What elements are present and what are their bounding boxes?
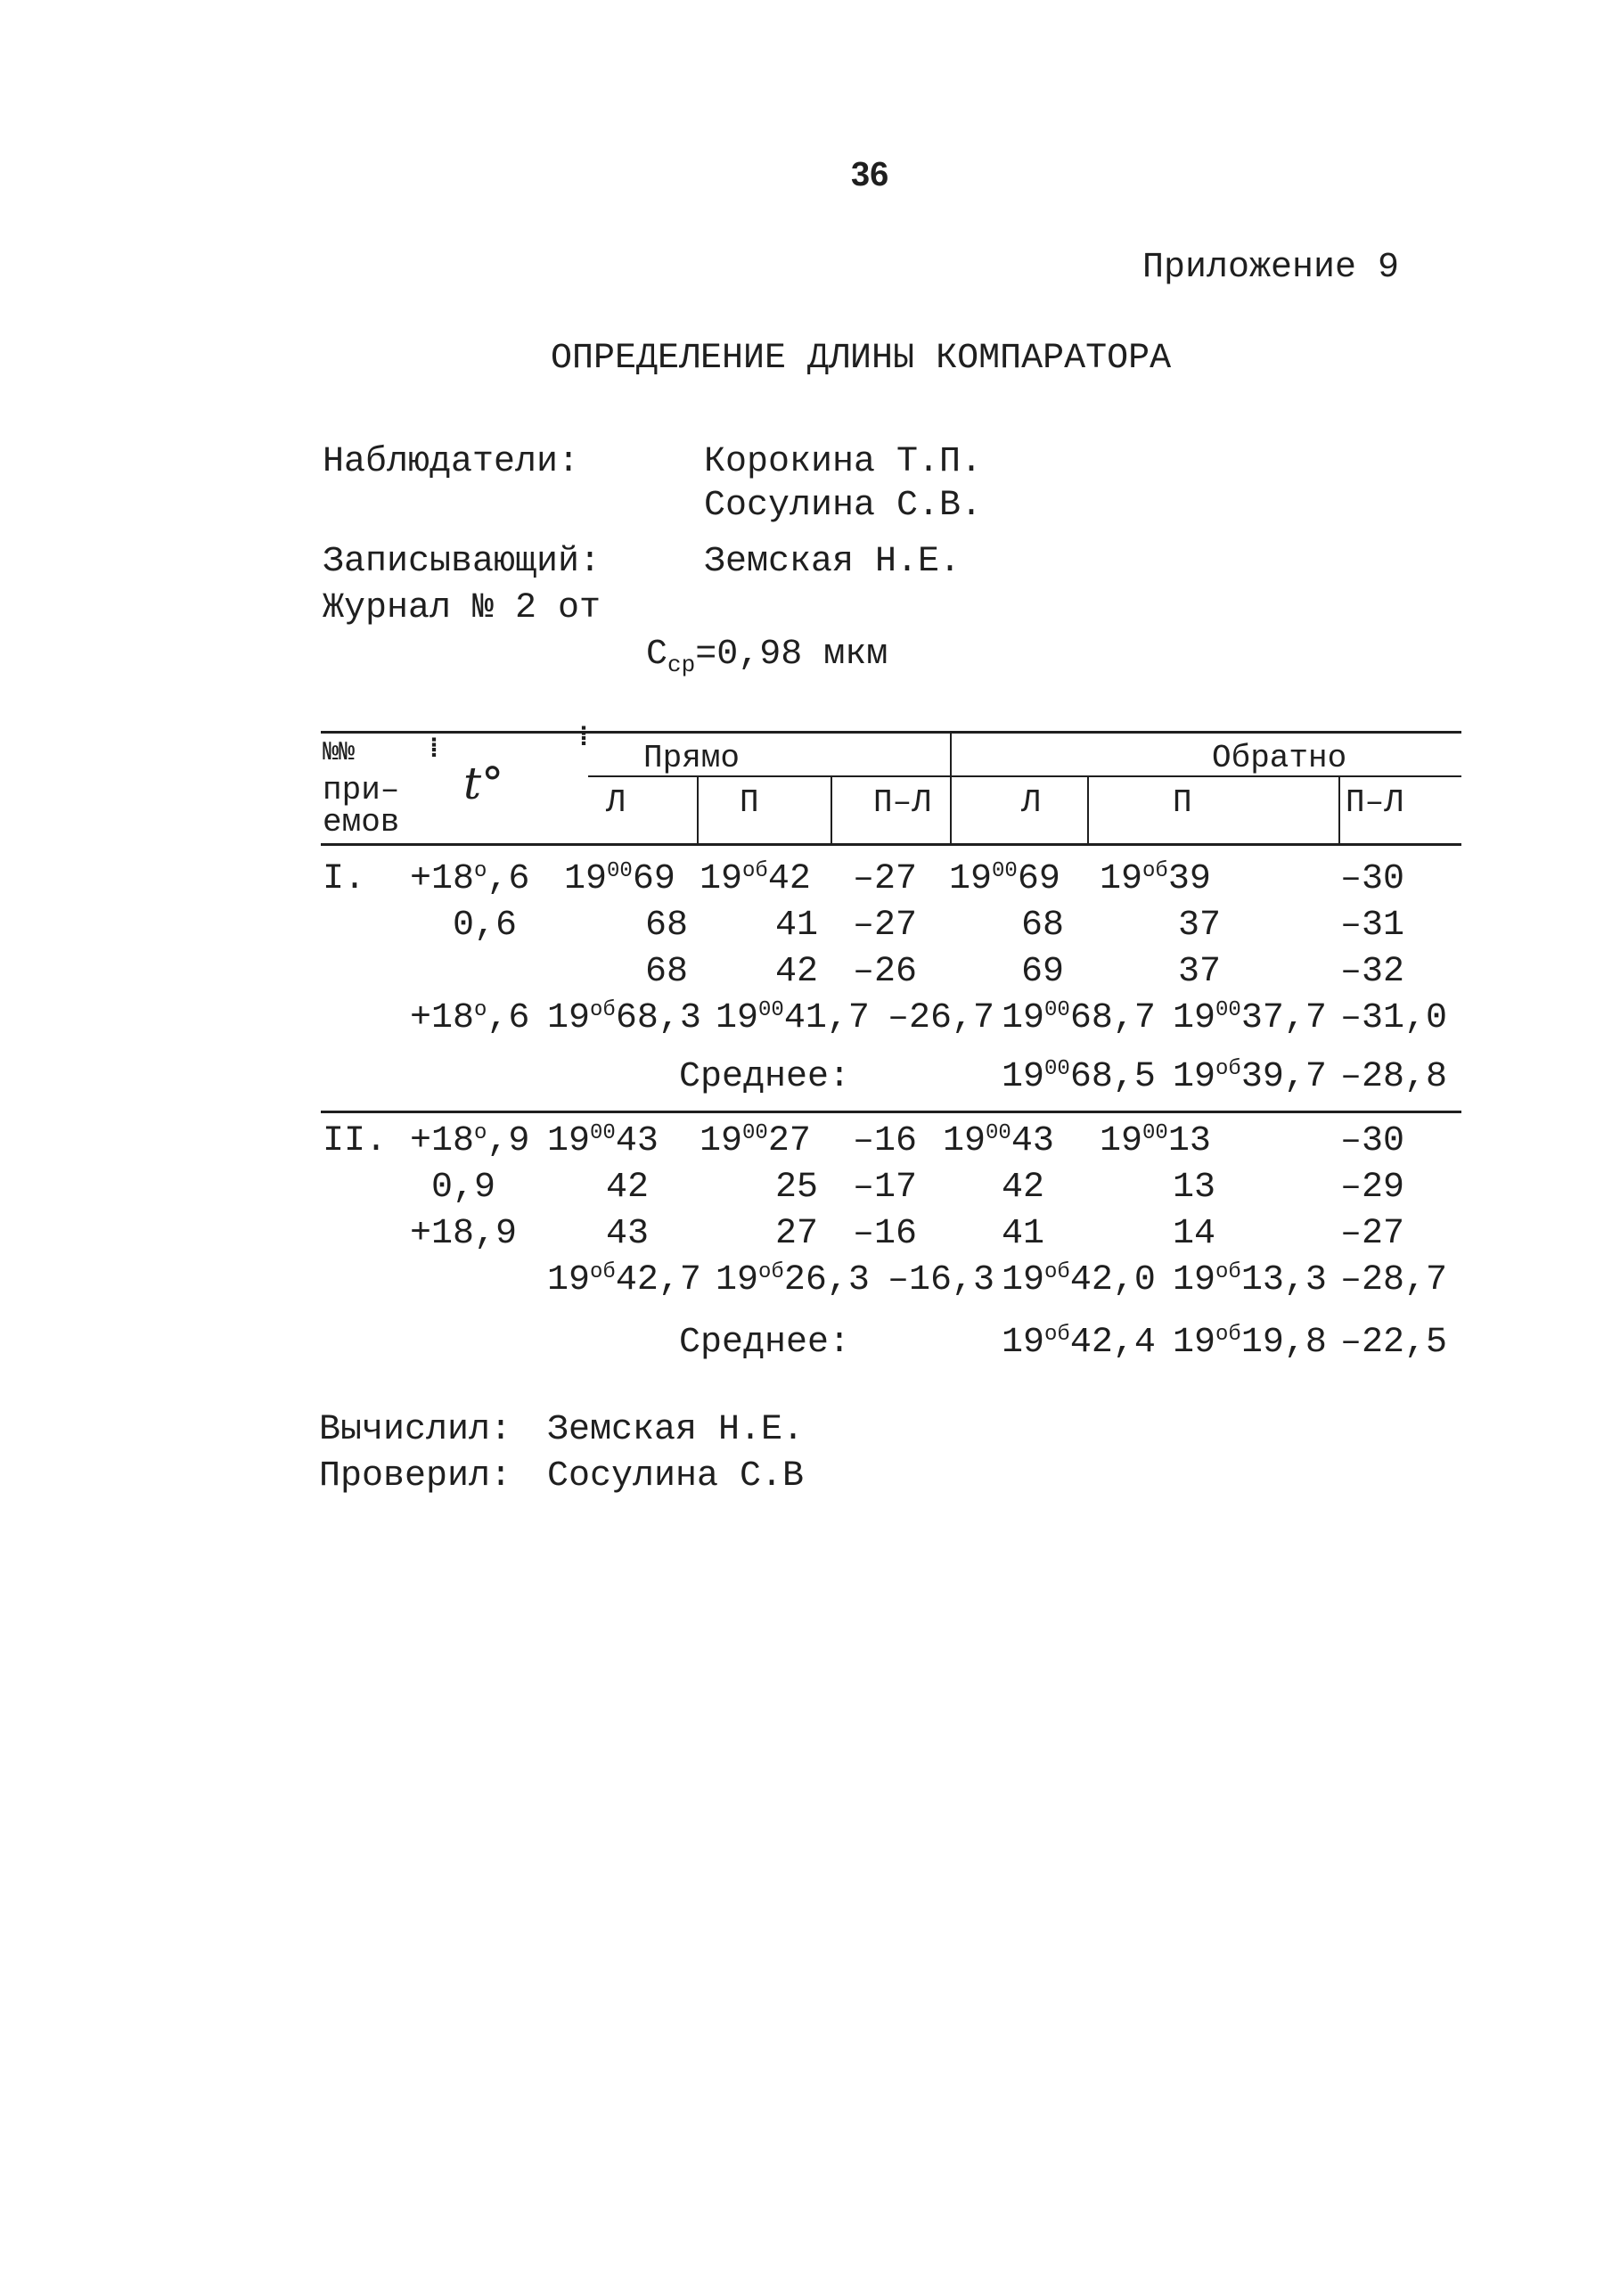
checked-label: Проверил: — [319, 1456, 512, 1496]
direct-L: 68 — [645, 906, 689, 946]
table-row — [0, 952, 1515, 993]
direct-PL: –16,3 — [888, 1260, 995, 1300]
col-direct-PL: П–Л — [873, 784, 931, 821]
page-number: 36 — [851, 156, 889, 193]
mean-reverse-P: $19^{об}39,7$ — [1173, 1056, 1327, 1097]
reverse-P: 37 — [1178, 952, 1222, 992]
col-direct-P: П — [740, 784, 759, 821]
group-reverse-header: Обратно — [1212, 740, 1347, 776]
table-row — [0, 998, 1515, 1039]
direct-P: 41 — [775, 906, 819, 946]
mean-label: Среднее: — [679, 1057, 851, 1097]
table-row — [0, 1168, 1515, 1209]
direct-P: $19^{об}42$ — [700, 858, 811, 899]
reverse-L: $19^{00}43$ — [943, 1120, 1054, 1161]
mean-row — [0, 1057, 1515, 1098]
observer-1: Корокина Т.П. — [704, 442, 983, 482]
direct-P: 42 — [775, 952, 819, 992]
col-reverse-P: П — [1173, 784, 1192, 821]
table-top-rule — [321, 731, 1461, 734]
reverse-PL: –31 — [1340, 906, 1405, 946]
reverse-L: 42 — [1002, 1168, 1045, 1208]
col-no-header: №№ — [323, 738, 356, 768]
direct-PL: –17 — [853, 1168, 918, 1208]
direct-L: $19^{об}42,7$ — [547, 1259, 701, 1300]
journal-label: Журнал № 2 от — [323, 588, 601, 628]
t-value: 0,9 — [431, 1168, 496, 1208]
mean-reverse-PL: –28,8 — [1340, 1057, 1448, 1097]
reverse-PL: –31,0 — [1340, 998, 1448, 1038]
direct-L: $19^{об}68,3$ — [547, 997, 701, 1038]
dashed-divider-a: ⁞ — [426, 735, 443, 766]
computed-by: Земская Н.Е. — [547, 1410, 805, 1450]
reverse-P: 37 — [1178, 906, 1222, 946]
checked-by: Сосулина С.В — [547, 1456, 805, 1496]
col-no-header-2: при– — [323, 772, 400, 808]
t-value: $+18^o,9$ — [410, 1120, 530, 1161]
direct-P: 25 — [775, 1168, 819, 1208]
mean-reverse-P: $19^{об}19,8$ — [1173, 1322, 1327, 1363]
direct-P: 27 — [775, 1214, 819, 1254]
page-title: ОПРЕДЕЛЕНИЕ ДЛИНЫ КОМПАРАТОРА — [551, 339, 1172, 379]
mean-reverse-PL: –22,5 — [1340, 1323, 1448, 1363]
table-row — [0, 859, 1515, 900]
col-divider-1 — [697, 775, 699, 845]
reverse-L: 68 — [1021, 906, 1065, 946]
direct-PL: –27 — [853, 859, 918, 899]
group-divider — [950, 731, 952, 845]
direct-PL: –26 — [853, 952, 918, 992]
reverse-PL: –32 — [1340, 952, 1405, 992]
recorder-name: Земская Н.Е. — [704, 542, 961, 582]
group-direct-header: Прямо — [643, 740, 741, 776]
direct-PL: –16 — [853, 1121, 918, 1161]
direct-P: $19^{00}41,7$ — [716, 997, 870, 1038]
table-row — [0, 1121, 1515, 1162]
reverse-P: $19^{00}13$ — [1100, 1120, 1211, 1161]
reverse-PL: –28,7 — [1340, 1260, 1448, 1300]
col-divider-3 — [1087, 775, 1089, 845]
mean-label: Среднее: — [679, 1323, 851, 1363]
reverse-P: 13 — [1173, 1168, 1216, 1208]
mean-reverse-L: $19^{00}68,5$ — [1002, 1056, 1156, 1097]
reverse-L: $19^{00}69$ — [949, 858, 1060, 899]
direct-PL: –16 — [853, 1214, 918, 1254]
mean-reverse-L: $19^{об}42,4$ — [1002, 1322, 1156, 1363]
reverse-P: $19^{00}37,7$ — [1173, 997, 1327, 1038]
appendix-label: Приложение 9 — [1142, 248, 1400, 288]
recorder-label: Записывающий: — [323, 542, 601, 582]
col-t-header: t° — [463, 758, 504, 809]
reverse-L: $19^{00}68,7$ — [1002, 997, 1156, 1038]
direct-L: 43 — [606, 1214, 650, 1254]
table-row — [0, 1214, 1515, 1255]
col-divider-4 — [1338, 775, 1340, 845]
reverse-P: $19^{об}39$ — [1100, 858, 1211, 899]
block-2-number: II. — [323, 1121, 388, 1161]
direct-PL: –26,7 — [888, 998, 995, 1038]
block-divider-rule — [321, 1111, 1461, 1113]
reverse-PL: –30 — [1340, 1121, 1405, 1161]
reverse-PL: –27 — [1340, 1214, 1405, 1254]
reverse-P: $19^{об}13,3$ — [1173, 1259, 1327, 1300]
reverse-L: $19^{об}42,0$ — [1002, 1259, 1156, 1300]
t-value: 0,6 — [453, 906, 518, 946]
col-divider-2 — [831, 775, 832, 845]
direct-L: 68 — [645, 952, 689, 992]
reverse-PL: –30 — [1340, 859, 1405, 899]
reverse-P: 14 — [1173, 1214, 1216, 1254]
col-no-header-3: емов — [323, 804, 400, 840]
observers-label: Наблюдатели: — [323, 442, 580, 482]
t-value: $+18^o,6$ — [410, 997, 530, 1038]
direct-P: $19^{00}27$ — [700, 1120, 811, 1161]
direct-L: $19^{00}69$ — [564, 858, 675, 899]
dashed-divider-b: ⁞ — [576, 724, 593, 754]
col-reverse-L: Л — [1021, 784, 1041, 821]
direct-L: $19^{00}43$ — [547, 1120, 659, 1161]
table-header-rule — [321, 843, 1461, 846]
block-1-number: I. — [323, 859, 366, 899]
table-row — [0, 906, 1515, 947]
direct-PL: –27 — [853, 906, 918, 946]
computed-label: Вычислил: — [319, 1410, 512, 1450]
reverse-L: 41 — [1002, 1214, 1045, 1254]
direct-L: 42 — [606, 1168, 650, 1208]
t-value: $+18^o,6$ — [410, 858, 530, 899]
mean-row — [0, 1323, 1515, 1364]
reverse-PL: –29 — [1340, 1168, 1405, 1208]
col-reverse-PL: П–Л — [1346, 784, 1403, 821]
observer-2: Сосулина С.В. — [704, 486, 983, 526]
direct-P: $19^{об}26,3$ — [716, 1259, 870, 1300]
t-value: +18,9 — [410, 1214, 518, 1254]
constant-value: $С_{ср}=0,98$ мкм — [646, 635, 888, 679]
col-direct-L: Л — [606, 784, 626, 821]
reverse-L: 69 — [1021, 952, 1065, 992]
table-row — [0, 1260, 1515, 1301]
